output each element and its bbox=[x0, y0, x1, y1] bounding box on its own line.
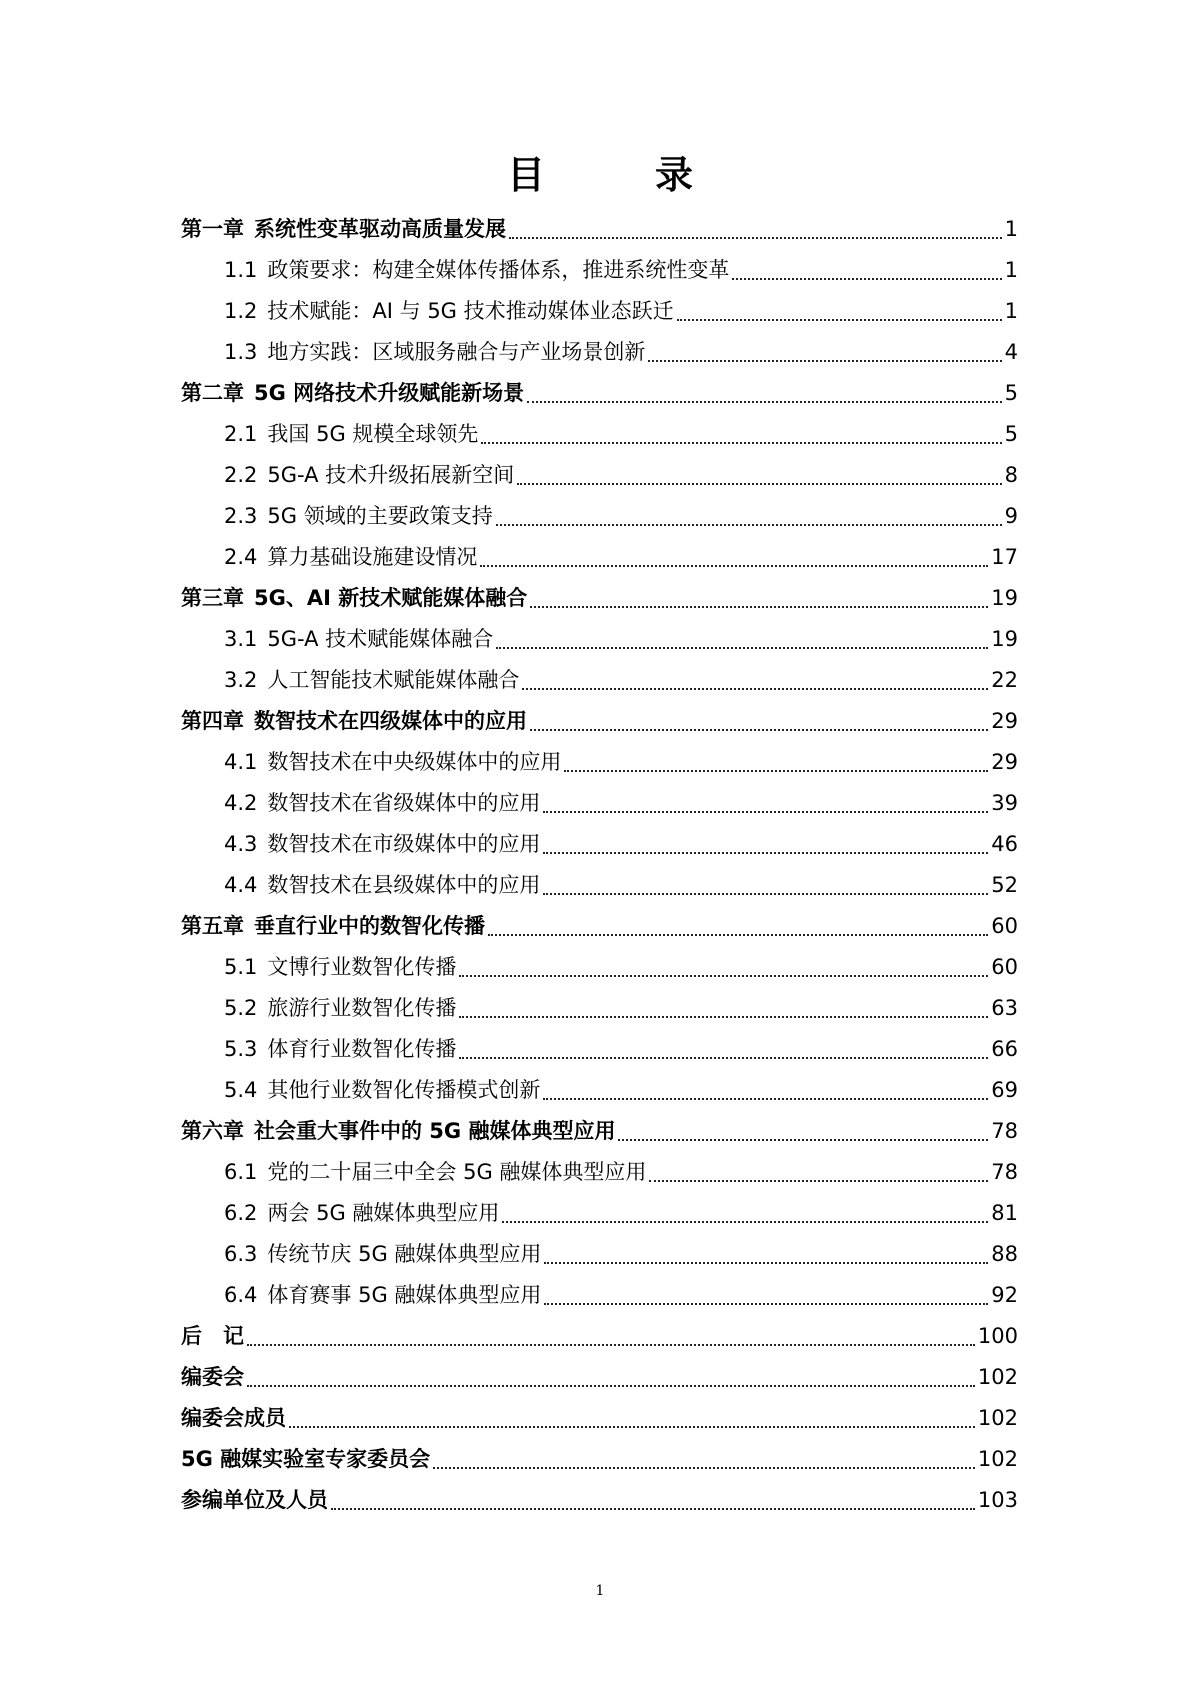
toc-entry-title: 编委会 bbox=[181, 1365, 244, 1389]
toc-entry-title: 5G 融媒实验室专家委员会 bbox=[181, 1447, 431, 1471]
toc-entry-title: 数智技术在县级媒体中的应用 bbox=[267, 873, 541, 897]
toc-entry-number: 第三章 bbox=[181, 586, 244, 610]
dot-leader bbox=[517, 483, 1001, 485]
toc-section-entry[interactable] bbox=[181, 250, 1018, 291]
toc-section-entry[interactable] bbox=[181, 455, 1018, 496]
toc-entry-page: 102 bbox=[977, 1447, 1018, 1471]
dot-leader bbox=[527, 401, 1001, 403]
toc-entry-number: 4.1 bbox=[224, 750, 258, 774]
toc-entry-title: 数智技术在省级媒体中的应用 bbox=[267, 791, 541, 815]
toc-section-entry[interactable] bbox=[181, 824, 1018, 865]
toc-entry-page: 19 bbox=[991, 586, 1018, 610]
dot-leader bbox=[530, 729, 988, 731]
dot-leader bbox=[488, 934, 988, 936]
toc-entry-title: 政策要求：构建全媒体传播体系，推进系统性变革 bbox=[267, 258, 730, 282]
toc-entry-number: 5.4 bbox=[224, 1078, 258, 1102]
toc-entry-number: 4.2 bbox=[224, 791, 258, 815]
dot-leader bbox=[496, 524, 1002, 526]
toc-section-entry[interactable] bbox=[181, 1275, 1018, 1316]
toc-entry-number: 5.1 bbox=[224, 955, 258, 979]
toc-entry-number: 2.1 bbox=[224, 422, 258, 446]
toc-entry-number: 1.2 bbox=[224, 299, 258, 323]
dot-leader bbox=[543, 852, 988, 854]
toc-entry-number: 2.4 bbox=[224, 545, 258, 569]
toc-entry-number: 第六章 bbox=[181, 1119, 244, 1143]
toc-section-entry[interactable] bbox=[181, 537, 1018, 578]
dot-leader bbox=[496, 647, 988, 649]
toc-chapter-entry[interactable] bbox=[181, 578, 1018, 619]
dot-leader bbox=[544, 1262, 988, 1264]
toc-entry-page: 1 bbox=[1004, 217, 1018, 241]
toc-entry-page: 102 bbox=[977, 1406, 1018, 1430]
toc-entry-number: 4.4 bbox=[224, 873, 258, 897]
toc-entry-number: 2.2 bbox=[224, 463, 258, 487]
toc-chapter-entry[interactable] bbox=[181, 1357, 1018, 1398]
toc-entry-number: 2.3 bbox=[224, 504, 258, 528]
dot-leader bbox=[509, 237, 1002, 239]
toc-section-entry[interactable] bbox=[181, 865, 1018, 906]
dot-leader bbox=[247, 1344, 975, 1346]
toc-section-entry[interactable] bbox=[181, 783, 1018, 824]
toc-entry-page: 1 bbox=[1004, 258, 1018, 282]
toc-chapter-entry[interactable] bbox=[181, 1398, 1018, 1439]
toc-section-entry[interactable] bbox=[181, 742, 1018, 783]
toc-entry-title: 我国 5G 规模全球领先 bbox=[267, 422, 479, 446]
toc-section-entry[interactable] bbox=[181, 988, 1018, 1029]
toc-entry-title: 地方实践：区域服务融合与产业场景创新 bbox=[267, 340, 646, 364]
toc-entry-title: 社会重大事件中的 5G 融媒体典型应用 bbox=[254, 1119, 616, 1143]
toc-entry-title: 数智技术在四级媒体中的应用 bbox=[254, 709, 527, 733]
toc-entry-title: 系统性变革驱动高质量发展 bbox=[254, 217, 506, 241]
dot-leader bbox=[480, 565, 988, 567]
dot-leader bbox=[459, 1057, 988, 1059]
toc-section-entry[interactable] bbox=[181, 1070, 1018, 1111]
toc-chapter-entry[interactable] bbox=[181, 1111, 1018, 1152]
toc-entry-page: 52 bbox=[991, 873, 1018, 897]
dot-leader bbox=[648, 360, 1001, 362]
toc-entry-page: 78 bbox=[991, 1119, 1018, 1143]
toc-entry-page: 19 bbox=[991, 627, 1018, 651]
toc-entry-page: 5 bbox=[1004, 381, 1018, 405]
toc-entry-number: 1.1 bbox=[224, 258, 258, 282]
toc-entry-page: 60 bbox=[991, 914, 1018, 938]
toc-section-entry[interactable] bbox=[181, 1152, 1018, 1193]
toc-entry-title: 数智技术在市级媒体中的应用 bbox=[267, 832, 541, 856]
toc-entry-number: 4.3 bbox=[224, 832, 258, 856]
toc-entry-page: 81 bbox=[991, 1201, 1018, 1225]
toc-entry-page: 103 bbox=[977, 1488, 1018, 1512]
dot-leader bbox=[618, 1139, 988, 1141]
toc-entry-page: 29 bbox=[991, 709, 1018, 733]
dot-leader bbox=[732, 278, 1001, 280]
toc-entry-page: 66 bbox=[991, 1037, 1018, 1061]
toc-entry-page: 78 bbox=[991, 1160, 1018, 1184]
dot-leader bbox=[433, 1467, 975, 1469]
toc-section-entry[interactable] bbox=[181, 414, 1018, 455]
dot-leader bbox=[247, 1385, 975, 1387]
toc-entry-page: 92 bbox=[991, 1283, 1018, 1307]
toc-chapter-entry[interactable] bbox=[181, 1480, 1018, 1521]
toc-entry-page: 100 bbox=[977, 1324, 1018, 1348]
dot-leader bbox=[530, 606, 988, 608]
dot-leader bbox=[522, 688, 988, 690]
toc-entry-page: 4 bbox=[1004, 340, 1018, 364]
toc-entry-number: 5.2 bbox=[224, 996, 258, 1020]
toc-entry-number: 6.3 bbox=[224, 1242, 258, 1266]
toc-entry-page: 8 bbox=[1004, 463, 1018, 487]
toc-entry-number: 6.1 bbox=[224, 1160, 258, 1184]
toc-section-entry[interactable] bbox=[181, 619, 1018, 660]
toc-entry-number: 1.3 bbox=[224, 340, 258, 364]
toc-entry-number: 第一章 bbox=[181, 217, 244, 241]
toc-entry-number: 5.3 bbox=[224, 1037, 258, 1061]
toc-entry-title: 数智技术在中央级媒体中的应用 bbox=[267, 750, 562, 774]
toc-entry-number: 6.2 bbox=[224, 1201, 258, 1225]
toc-entry-title: 5G、AI 新技术赋能媒体融合 bbox=[254, 586, 528, 610]
toc-chapter-entry[interactable] bbox=[181, 701, 1018, 742]
toc-section-entry[interactable] bbox=[181, 332, 1018, 373]
toc-entry-title: 体育赛事 5G 融媒体典型应用 bbox=[267, 1283, 542, 1307]
toc-entry-page: 29 bbox=[991, 750, 1018, 774]
dot-leader bbox=[543, 1098, 988, 1100]
toc-chapter-entry[interactable] bbox=[181, 209, 1018, 250]
dot-leader bbox=[649, 1180, 988, 1182]
toc-title: 目 录 bbox=[506, 153, 729, 197]
toc-section-entry[interactable] bbox=[181, 947, 1018, 988]
toc-entry-page: 88 bbox=[991, 1242, 1018, 1266]
dot-leader bbox=[543, 893, 988, 895]
toc-entry-title: 5G 网络技术升级赋能新场景 bbox=[254, 381, 525, 405]
toc-entry-number: 第五章 bbox=[181, 914, 244, 938]
toc-entry-title: 旅游行业数智化传播 bbox=[267, 996, 457, 1020]
toc-entry-number: 3.1 bbox=[224, 627, 258, 651]
toc-entry-title: 党的二十届三中全会 5G 融媒体典型应用 bbox=[267, 1160, 647, 1184]
toc-chapter-entry[interactable] bbox=[181, 373, 1018, 414]
toc-section-entry[interactable] bbox=[181, 291, 1018, 332]
toc-entry-title: 参编单位及人员 bbox=[181, 1488, 328, 1512]
dot-leader bbox=[459, 1016, 988, 1018]
dot-leader bbox=[502, 1221, 988, 1223]
toc-entry-number: 3.2 bbox=[224, 668, 258, 692]
toc-entry-number: 第二章 bbox=[181, 381, 244, 405]
toc-chapter-entry[interactable] bbox=[181, 1316, 1018, 1357]
toc-entry-page: 22 bbox=[991, 668, 1018, 692]
toc-entry-title: 5G 领域的主要政策支持 bbox=[267, 504, 493, 528]
toc-entry-number: 第四章 bbox=[181, 709, 244, 733]
toc-entry-page: 69 bbox=[991, 1078, 1018, 1102]
toc-entry-page: 63 bbox=[991, 996, 1018, 1020]
toc-entry-page: 5 bbox=[1004, 422, 1018, 446]
toc-chapter-entry[interactable] bbox=[181, 1439, 1018, 1480]
toc-entry-page: 60 bbox=[991, 955, 1018, 979]
toc-entry-title: 传统节庆 5G 融媒体典型应用 bbox=[267, 1242, 542, 1266]
toc-entry-title: 算力基础设施建设情况 bbox=[267, 545, 478, 569]
dot-leader bbox=[564, 770, 988, 772]
dot-leader bbox=[481, 442, 1001, 444]
toc-entry-page: 46 bbox=[991, 832, 1018, 856]
toc-section-entry[interactable] bbox=[181, 1029, 1018, 1070]
toc-chapter-entry[interactable] bbox=[181, 906, 1018, 947]
dot-leader bbox=[331, 1508, 975, 1510]
toc-entry-page: 17 bbox=[991, 545, 1018, 569]
toc-entry-title: 5G-A 技术升级拓展新空间 bbox=[267, 463, 515, 487]
toc-section-entry[interactable] bbox=[181, 660, 1018, 701]
toc-entry-page: 102 bbox=[977, 1365, 1018, 1389]
toc-section-entry[interactable] bbox=[181, 1193, 1018, 1234]
page-number: 1 bbox=[595, 1583, 605, 1599]
toc-entry-title: 垂直行业中的数智化传播 bbox=[254, 914, 485, 938]
toc-entry-title: 文博行业数智化传播 bbox=[267, 955, 457, 979]
toc-entry-title: 技术赋能：AI 与 5G 技术推动媒体业态跃迁 bbox=[267, 299, 674, 323]
toc-section-entry[interactable] bbox=[181, 496, 1018, 537]
dot-leader bbox=[459, 975, 988, 977]
toc-entry-title: 人工智能技术赋能媒体融合 bbox=[267, 668, 520, 692]
dot-leader bbox=[677, 319, 1002, 321]
toc-entry-title: 体育行业数智化传播 bbox=[267, 1037, 457, 1061]
toc-section-entry[interactable] bbox=[181, 1234, 1018, 1275]
dot-leader bbox=[543, 811, 988, 813]
toc-entry-number: 6.4 bbox=[224, 1283, 258, 1307]
toc-entry-title: 编委会成员 bbox=[181, 1406, 286, 1430]
toc-entry-title: 其他行业数智化传播模式创新 bbox=[267, 1078, 541, 1102]
toc-entry-title: 后 记 bbox=[181, 1324, 244, 1348]
toc-list bbox=[181, 209, 1018, 1521]
toc-entry-page: 39 bbox=[991, 791, 1018, 815]
dot-leader bbox=[289, 1426, 975, 1428]
toc-entry-page: 9 bbox=[1004, 504, 1018, 528]
toc-entry-title: 两会 5G 融媒体典型应用 bbox=[267, 1201, 500, 1225]
dot-leader bbox=[544, 1303, 988, 1305]
toc-entry-page: 1 bbox=[1004, 299, 1018, 323]
toc-entry-title: 5G-A 技术赋能媒体融合 bbox=[267, 627, 494, 651]
